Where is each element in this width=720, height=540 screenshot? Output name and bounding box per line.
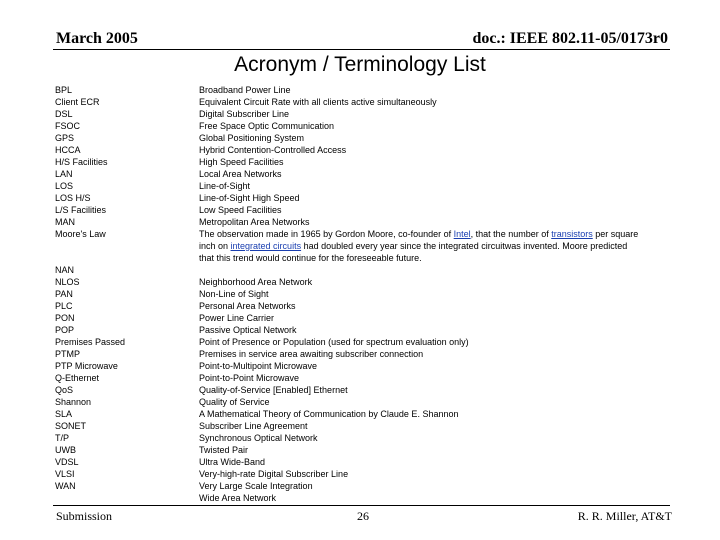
definition-item: Twisted Pair bbox=[199, 445, 249, 455]
definition-item: Non-Line of Sight bbox=[199, 289, 269, 299]
acronym-item: DSL bbox=[55, 109, 73, 119]
definition-item: Passive Optical Network bbox=[199, 325, 297, 335]
acronym-item: BPL bbox=[55, 85, 73, 95]
definition-item: Quality-of-Service [Enabled] Ethernet bbox=[199, 385, 348, 395]
acronym-item: T/P bbox=[55, 433, 70, 443]
acronym-item: H/S Facilities bbox=[55, 157, 108, 167]
acronym-item: GPS bbox=[55, 133, 75, 143]
acronym-item: PTP Microwave bbox=[55, 361, 118, 371]
header-doc-number: doc.: IEEE 802.11-05/0173r0 bbox=[472, 30, 668, 47]
definition-item: Point-to-Point Microwave bbox=[199, 373, 300, 383]
definition-item: Quality of Service bbox=[199, 397, 270, 407]
definition-item: Line-of-Sight High Speed bbox=[199, 193, 300, 203]
definition-item: Ultra Wide-Band bbox=[199, 457, 266, 467]
definition-item: Wide Area Network bbox=[199, 493, 277, 503]
definition-item: Synchronous Optical Network bbox=[199, 433, 318, 443]
definition-item: Personal Area Networks bbox=[199, 301, 296, 311]
definition-item: Subscriber Line Agreement bbox=[199, 421, 308, 431]
acronym-item: FSOC bbox=[55, 121, 81, 131]
transistors-link[interactable]: transistors bbox=[551, 229, 593, 239]
acronym-item: UWB bbox=[55, 445, 76, 455]
definition-item: Power Line Carrier bbox=[199, 313, 275, 323]
acronym-item: PAN bbox=[55, 289, 73, 299]
acronym-item: Premises Passed bbox=[55, 337, 126, 347]
definition-item: Low Speed Facilities bbox=[199, 205, 282, 215]
definition-item: Free Space Optic Communication bbox=[199, 121, 335, 131]
definition-list bbox=[199, 84, 639, 504]
acronym-item: L/S Facilities bbox=[55, 205, 107, 215]
definition-item: Point of Presence or Population (used for spectrum evaluation only) bbox=[199, 337, 469, 347]
acronym-item: PTMP bbox=[55, 349, 81, 359]
definition-item: Equivalent Circuit Rate with all clients active simultaneously bbox=[199, 97, 437, 107]
acronym-item: LOS bbox=[55, 181, 74, 191]
acronym-item: PLC bbox=[55, 301, 73, 311]
acronym-item: HCCA bbox=[55, 145, 81, 155]
definition-item: Hybrid Contention-Controlled Access bbox=[199, 145, 347, 155]
acronym-item: WAN bbox=[55, 481, 76, 491]
acronym-item: NLOS bbox=[55, 277, 80, 287]
definition-item: Local Area Networks bbox=[199, 169, 282, 179]
definition-item: Premises in service area awaiting subscriber connection bbox=[199, 349, 424, 359]
definition-item: Digital Subscriber Line bbox=[199, 109, 290, 119]
intel-link[interactable]: Intel bbox=[453, 229, 471, 239]
acronym-item: QoS bbox=[55, 385, 74, 395]
page-number: 26 bbox=[357, 509, 369, 523]
definition-item: Broadband Power Line bbox=[199, 85, 291, 95]
footer-rule bbox=[53, 505, 670, 506]
acronym-item: POP bbox=[55, 325, 75, 335]
definition-item: Line-of-Sight bbox=[199, 181, 251, 191]
acronym-item: VLSI bbox=[55, 469, 75, 479]
acronym-item: NAN bbox=[55, 265, 75, 275]
footer-submission: Submission bbox=[56, 509, 113, 523]
definition-item: Neighborhood Area Network bbox=[199, 277, 313, 287]
definition-item: Point-to-Multipoint Microwave bbox=[199, 361, 318, 371]
acronym-item: Q-Ethernet bbox=[55, 373, 100, 383]
definition-item: High Speed Facilities bbox=[199, 157, 284, 167]
definition-item: A Mathematical Theory of Communication by Claude E. Shannon bbox=[199, 409, 459, 419]
header-rule bbox=[53, 49, 670, 50]
acronym-item: LAN bbox=[55, 169, 73, 179]
definition-item: Global Positioning System bbox=[199, 133, 305, 143]
acronym-item: VDSL bbox=[55, 457, 79, 467]
acronym-item: PON bbox=[55, 313, 75, 323]
acronym-item: MAN bbox=[55, 217, 75, 227]
acronym-item: Client ECR bbox=[55, 97, 100, 107]
definition-item: Metropolitan Area Networks bbox=[199, 217, 310, 227]
acronym-list bbox=[55, 84, 125, 492]
acronym-item: SLA bbox=[55, 409, 73, 419]
definition-item: Very-high-rate Digital Subscriber Line bbox=[199, 469, 349, 479]
acronym-item: SONET bbox=[55, 421, 87, 431]
acronym-item: Shannon bbox=[55, 397, 92, 407]
integrated-circuits-link[interactable]: integrated circuits bbox=[230, 241, 302, 251]
acronym-item: LOS H/S bbox=[55, 193, 91, 203]
acronym-item: Moore's Law bbox=[55, 229, 106, 239]
definition-item: Very Large Scale Integration bbox=[199, 481, 313, 491]
header-date: March 2005 bbox=[56, 30, 138, 47]
definition-moores-law: The observation made in 1965 by Gordon Moore, co-founder of Intel, that the number of transistors per square inch on integrated circuits had doubled every year since the integrated circuitwas invented. Moore predicted that this trend would continue for the foreseeable future. bbox=[199, 229, 639, 263]
footer-author: R. R. Miller, AT&T bbox=[577, 509, 672, 523]
page-title: Acronym / Terminology List bbox=[234, 53, 486, 76]
list-spacer bbox=[55, 240, 125, 264]
